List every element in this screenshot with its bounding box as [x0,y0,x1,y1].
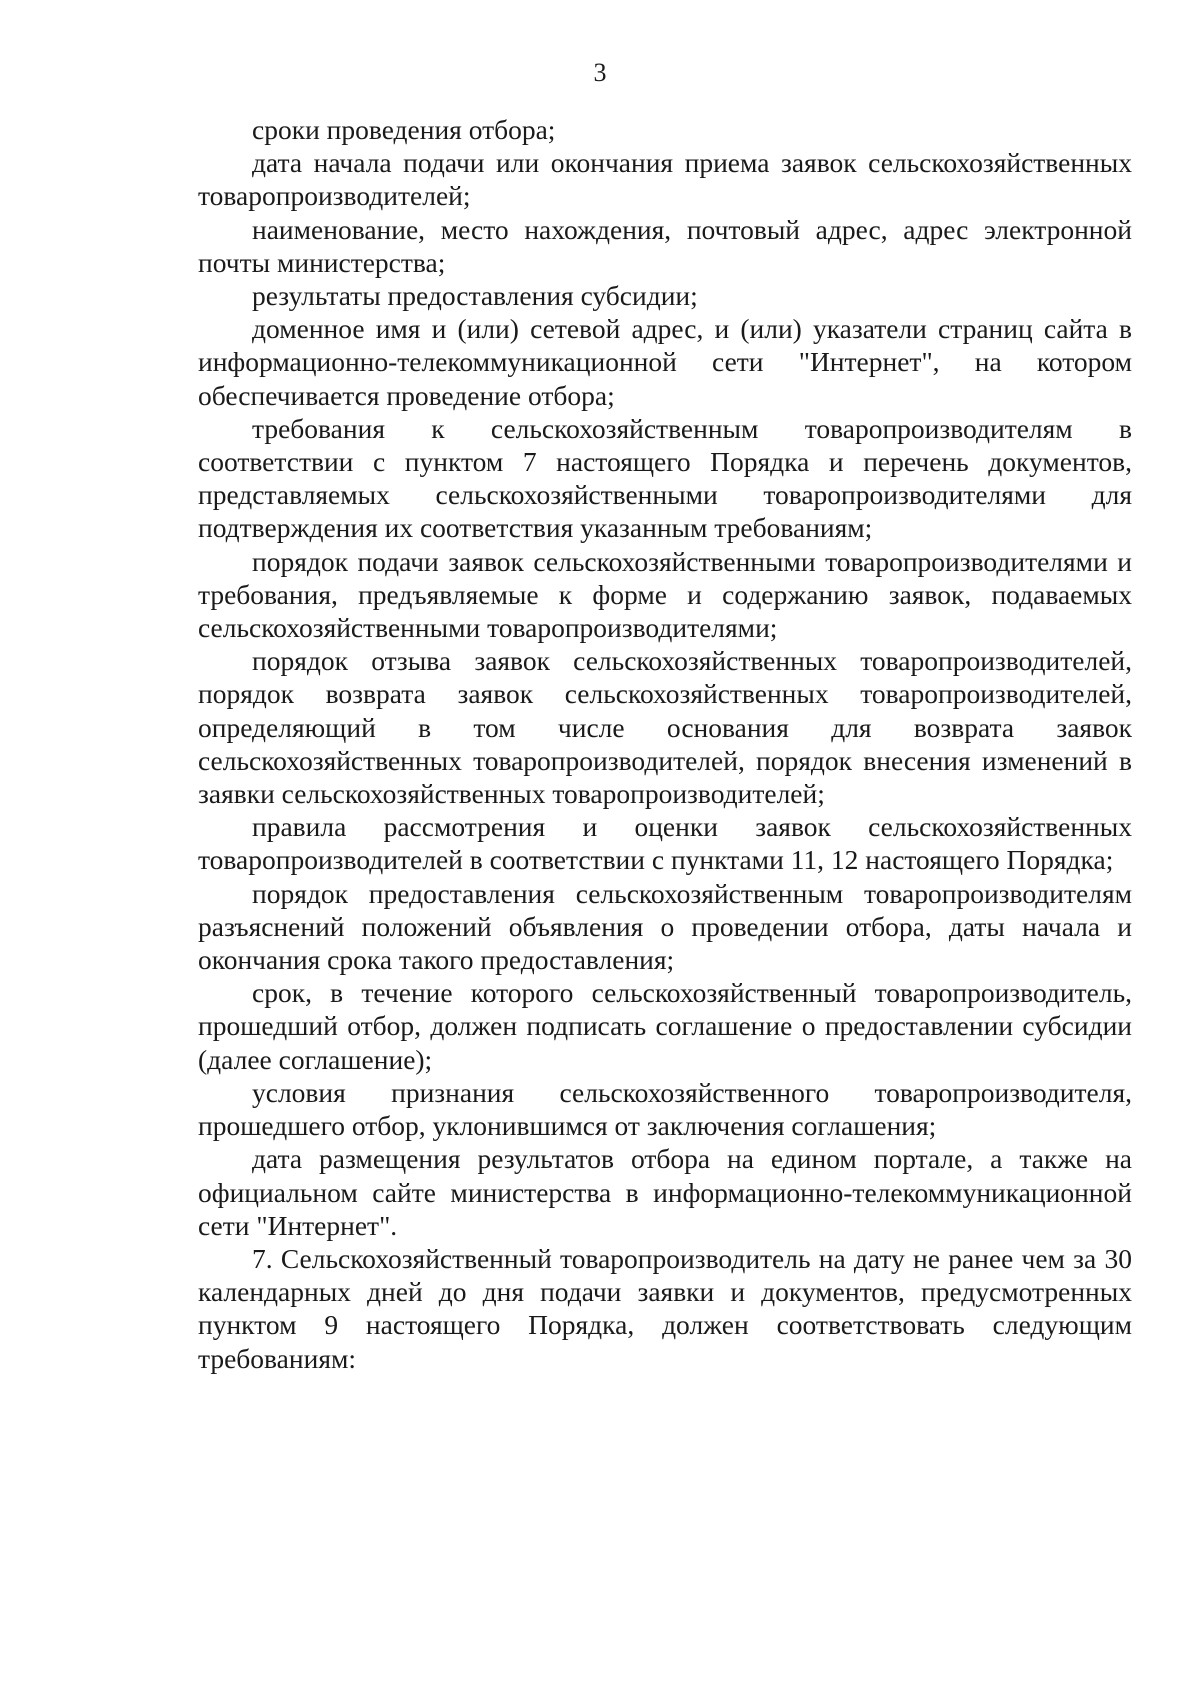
paragraph-12: условия признания сельскохозяйственного товаропроизводителя, прошедшего отбор, уклонившимся от заключения соглашения; [198,1076,1132,1142]
document-body [198,113,1132,1375]
paragraph-6: требования к сельскохозяйственным товаропроизводителям в соответствии с пунктом 7 настоящего Порядка и перечень документов, представляемых сельскохозяйственными товаропроизводителями для подтверждения их соответствия указанным требованиям; [198,412,1132,544]
paragraph-5: доменное имя и (или) сетевой адрес, и (или) указатели страниц сайта в информационно-телекоммуникационной сети "Интернет", на котором обеспечивается проведение отбора; [198,313,1132,411]
page-number: 3 [593,58,607,87]
paragraph-4: результаты предоставления субсидии; [252,280,698,312]
paragraph-3: наименование, место нахождения, почтовый адрес, адрес электронной почты министерства; [198,213,1132,278]
paragraph-1: сроки проведения отбора; [252,114,556,145]
paragraph-10: порядок предоставления сельскохозяйственным товаропроизводителям разъяснений положений объявления о проведении отбора, даты начала и окончания срока такого предоставления; [198,877,1132,976]
paragraph-2: дата начала подачи или окончания приема заявок сельскохозяйственных товаропроизводителей; [198,147,1132,212]
paragraph-9: правила рассмотрения и оценки заявок сельскохозяйственных товаропроизводителей в соответствии с пунктами 11, 12 настоящего Порядка; [198,811,1132,876]
paragraph-8: порядок отзыва заявок сельскохозяйственных товаропроизводителей, порядок возврата заявок сельскохозяйственных товаропроизводителей, определяющий в том числе основания для возврата заявок сельскохозяйственных товаропроизводителей, порядок внесения изменений в заявки сельскохозяйственных товаропроизводителей; [198,645,1132,810]
paragraph-13: дата размещения результатов отбора на едином портале, а также на официальном сайте министерства в информационно-телекоммуникационной сети "Интернет". [198,1143,1132,1241]
paragraph-7: порядок подачи заявок сельскохозяйственными товаропроизводителями и требования, предъявляемые к форме и содержанию заявок, подаваемых сельскохозяйственными товаропроизводителями; [198,545,1132,644]
paragraph-11: срок, в течение которого сельскохозяйственный товаропроизводитель, прошедший отбор, должен подписать соглашение о предоставлении субсидии (далее соглашение); [198,977,1132,1075]
paragraph-14: 7. Сельскохозяйственный товаропроизводитель на дату не ранее чем за 30 календарных дней до дня подачи заявки и документов, предусмотренных пунктом 9 настоящего Порядка, должен соответствовать следующим требованиям: [198,1242,1132,1374]
